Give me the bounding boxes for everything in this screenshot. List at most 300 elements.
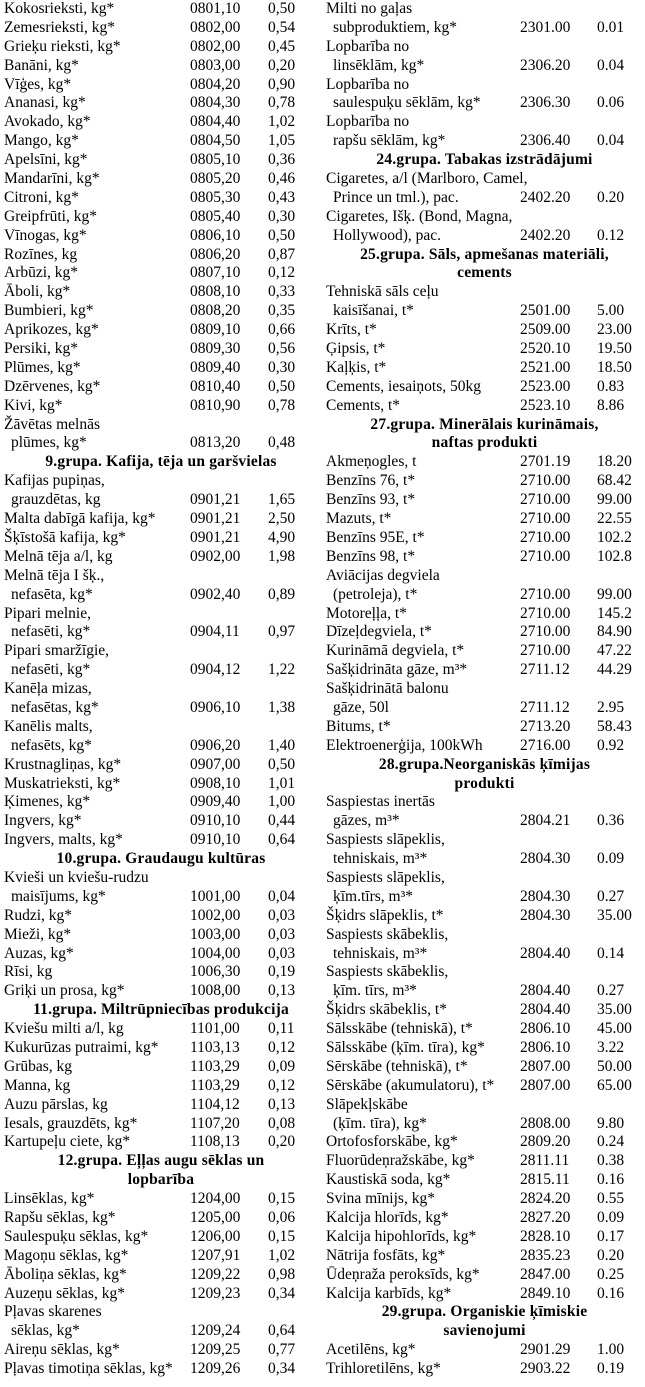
product-code: 2710.00	[520, 528, 571, 546]
group-heading	[326, 1322, 643, 1341]
price-row	[4, 132, 318, 151]
price-row	[326, 548, 643, 567]
product-price: 0,44	[268, 812, 296, 830]
product-code: 0902,40	[190, 585, 241, 603]
price-row	[326, 1020, 643, 1039]
product-price: 0,46	[268, 170, 296, 188]
price-row	[326, 378, 643, 397]
price-row	[4, 718, 318, 737]
product-price: 0,04	[268, 887, 296, 905]
product-price: 0,20	[268, 1133, 296, 1151]
product-price: 0.20	[597, 1246, 625, 1264]
product-price: 0.25	[597, 1265, 625, 1283]
product-price: 0.12	[597, 226, 625, 244]
product-code: 2710.00	[520, 623, 571, 641]
product-name: gāzes, m³*	[333, 812, 400, 830]
price-row	[326, 1360, 643, 1379]
price-row	[326, 812, 643, 831]
price-row	[4, 926, 318, 945]
product-code: 0813,20	[190, 434, 241, 452]
group-heading	[326, 756, 643, 775]
product-name: Sērskābe (akumulatoru), t*	[326, 1076, 495, 1094]
product-code: 0809,10	[190, 321, 241, 339]
product-price: 0.16	[597, 1284, 625, 1302]
price-row	[4, 321, 318, 340]
group-title: 12.grupa. Eļļas augu sēklas un	[57, 1152, 265, 1170]
product-code: 1006,30	[190, 963, 241, 981]
product-code: 2804.40	[520, 1001, 571, 1019]
left-column	[4, 0, 318, 1379]
price-row	[326, 737, 643, 756]
product-name: Grieķu rieksti, kg*	[4, 37, 121, 55]
product-name: Elektroenerģija, 100kWh	[326, 736, 483, 754]
product-code: 2710.00	[520, 510, 571, 528]
product-code: 0804,30	[190, 94, 241, 112]
product-name: saulespuķu sēklām, kg*	[333, 94, 481, 112]
product-price: 99.00	[597, 491, 632, 509]
product-name: Nātrija fosfāts, kg*	[326, 1246, 446, 1264]
product-code: 0809,30	[190, 340, 241, 358]
group-heading	[4, 1171, 318, 1190]
product-name: Šķidrs skābeklis, t*	[326, 1001, 447, 1019]
product-name: Plūmes, kg*	[4, 358, 81, 376]
product-price: 0,50	[268, 377, 296, 395]
product-code: 1101,00	[190, 1020, 240, 1038]
price-row	[4, 945, 318, 964]
product-name: Cigaretes, Išķ. (Bond, Magna,	[326, 207, 513, 225]
product-name: Malta dabīgā kafija, kg*	[4, 510, 156, 528]
product-name: Ananasi, kg*	[4, 94, 86, 112]
product-name: Melnā tēja I šķ.,	[4, 566, 105, 584]
product-name: maisījums, kg*	[11, 887, 106, 905]
product-name: Pļavas timotiņa sēklas, kg*	[4, 1360, 173, 1378]
product-name: Saspiestas inertās	[326, 793, 435, 811]
product-code: 2824.20	[520, 1190, 571, 1208]
product-code: 0810,90	[190, 396, 241, 414]
product-name: Greipfrūti, kg*	[4, 207, 97, 225]
product-code: 1209,26	[190, 1360, 241, 1378]
product-price: 0,30	[268, 207, 296, 225]
price-row	[4, 302, 318, 321]
price-row	[326, 94, 643, 113]
product-code: 2716.00	[520, 736, 571, 754]
product-price: 0,50	[268, 0, 296, 17]
product-name: Benzīns 98, t*	[326, 547, 416, 565]
product-code: 2710.00	[520, 472, 571, 490]
product-name: Arbūzi, kg*	[4, 264, 79, 282]
product-name: Lopbarība no	[326, 113, 410, 131]
product-code: 0901,21	[190, 491, 241, 509]
group-title: produkti	[454, 774, 515, 792]
group-title: 27.grupa. Minerālais kurināmais,	[370, 415, 599, 433]
product-name: Kanēļa mizas,	[4, 680, 92, 698]
product-name: Ortofosforskābe, kg*	[326, 1133, 458, 1151]
price-row	[326, 1209, 643, 1228]
price-row	[326, 302, 643, 321]
product-code: 2523.00	[520, 377, 571, 395]
price-row	[326, 567, 643, 586]
price-row	[326, 642, 643, 661]
price-row	[4, 510, 318, 529]
price-row	[4, 869, 318, 888]
product-price: 0,64	[268, 1322, 296, 1340]
product-name: Pļavas skarenes	[4, 1303, 102, 1321]
product-name: Lopbarība no	[326, 75, 410, 93]
price-row	[4, 699, 318, 718]
product-price: 0,30	[268, 358, 296, 376]
product-name: tehniskais, m³*	[333, 944, 428, 962]
product-name: Auzas, kg*	[4, 944, 74, 962]
product-price: 0.27	[597, 887, 625, 905]
product-name: linsēklām, kg*	[333, 56, 425, 74]
product-name: Kaļķis, t*	[326, 358, 387, 376]
product-name: Vīnogas, kg*	[4, 226, 87, 244]
product-name: Milti no gaļas	[326, 0, 413, 17]
price-row	[4, 283, 318, 302]
product-code: 0901,21	[190, 528, 241, 546]
product-price: 5.00	[597, 302, 625, 320]
group-title: cements	[457, 264, 512, 282]
product-name: Lopbarība no	[326, 37, 410, 55]
product-code: 0909,40	[190, 793, 241, 811]
product-code: 1002,00	[190, 906, 241, 924]
product-code: 2807.00	[520, 1057, 571, 1075]
product-name: Akmeņogles, t	[326, 453, 417, 471]
product-name: nefasēta, kg*	[11, 585, 93, 603]
price-row	[326, 1115, 643, 1134]
product-price: 0.20	[597, 188, 625, 206]
product-name: Ingvers, kg*	[4, 812, 82, 830]
product-code: 0803,00	[190, 56, 241, 74]
product-code: 2711.12	[520, 661, 570, 679]
product-name: Mango, kg*	[4, 132, 79, 150]
product-name: Tehniskā sāls ceļu	[326, 283, 439, 301]
product-price: 0,15	[268, 1227, 296, 1245]
product-code: 2847.00	[520, 1265, 571, 1283]
product-price: 0,36	[268, 151, 296, 169]
product-price: 0.27	[597, 982, 625, 1000]
product-code: 0908,10	[190, 774, 241, 792]
product-code: 2809.20	[520, 1133, 571, 1151]
right-column	[326, 0, 643, 1379]
product-name: Benzīns 76, t*	[326, 472, 416, 490]
product-name: Cements, iesaiņots, 50kg	[326, 377, 481, 395]
product-name: Ģipsis, t*	[326, 340, 386, 358]
product-code: 2835.23	[520, 1246, 571, 1264]
product-price: 0,64	[268, 831, 296, 849]
group-heading	[4, 850, 318, 869]
product-code: 0904,11	[190, 623, 240, 641]
product-price: 0,03	[268, 925, 296, 943]
group-title: 28.grupa.Neorganiskās ķīmijas	[378, 755, 591, 773]
price-row	[326, 19, 643, 38]
price-row	[4, 1322, 318, 1341]
price-row	[4, 151, 318, 170]
price-row	[4, 264, 318, 283]
product-price: 0.09	[597, 1209, 625, 1226]
product-name: ķīm. tīrs, m³*	[333, 982, 417, 1000]
product-code: 1209,22	[190, 1265, 241, 1283]
product-price: 58.43	[597, 717, 632, 735]
price-row	[326, 491, 643, 510]
price-row	[4, 76, 318, 95]
product-name: tehniskais, m³*	[333, 850, 428, 868]
product-name: sēklas, kg*	[11, 1322, 80, 1340]
product-name: Sālsskābe (tehniskā), t*	[326, 1020, 473, 1038]
price-row	[326, 1133, 643, 1152]
product-code: 0907,00	[190, 755, 241, 773]
product-code: 1209,25	[190, 1341, 241, 1359]
price-row	[326, 680, 643, 699]
product-name: plūmes, kg*	[11, 434, 87, 452]
price-row	[4, 623, 318, 642]
product-price: 0,87	[268, 245, 296, 263]
product-price: 102.8	[597, 547, 632, 565]
group-heading	[4, 453, 318, 472]
price-row	[4, 1209, 318, 1228]
product-name: Saulespuķu sēklas, kg*	[4, 1227, 149, 1245]
price-row	[4, 94, 318, 113]
product-name: Vīģes, kg*	[4, 75, 72, 93]
price-row	[4, 1228, 318, 1247]
price-row	[4, 246, 318, 265]
price-row	[326, 963, 643, 982]
product-code: 2710.00	[520, 604, 571, 622]
product-price: 0.06	[597, 94, 625, 112]
group-heading	[4, 1152, 318, 1171]
product-name: nefasēti, kg*	[11, 623, 91, 641]
price-row	[4, 416, 318, 435]
product-price: 3.22	[597, 1038, 625, 1056]
product-name: Citroni, kg*	[4, 188, 79, 206]
price-row	[326, 831, 643, 850]
product-price: 0.14	[597, 944, 625, 962]
price-row	[4, 1020, 318, 1039]
price-row	[326, 1171, 643, 1190]
price-row	[4, 605, 318, 624]
price-row	[4, 529, 318, 548]
group-title: 10.grupa. Graudaugu kultūras	[56, 850, 266, 868]
product-price: 0,89	[268, 585, 296, 603]
product-price: 0.55	[597, 1190, 625, 1208]
price-row	[4, 340, 318, 359]
product-price: 1,38	[268, 698, 296, 716]
product-code: 2521.00	[520, 358, 571, 376]
product-code: 2523.10	[520, 396, 571, 414]
product-name: kaisīšanai, t*	[333, 302, 414, 320]
product-name: Magoņu sēklas, kg*	[4, 1246, 129, 1264]
product-name: Cigaretes, a/l (Marlboro, Camel,	[326, 170, 528, 188]
price-row	[4, 57, 318, 76]
price-row	[326, 793, 643, 812]
price-row	[326, 1266, 643, 1285]
product-name: Banāni, kg*	[4, 56, 79, 74]
product-price: 0,11	[268, 1020, 295, 1038]
group-heading	[326, 264, 643, 283]
price-row	[4, 812, 318, 831]
product-code: 0910,10	[190, 812, 241, 830]
product-name: Rudzi, kg*	[4, 906, 73, 924]
product-price: 0,56	[268, 340, 296, 358]
product-price: 0,34	[268, 1360, 296, 1378]
product-price: 1,98	[268, 547, 296, 565]
product-price: 45.00	[597, 1020, 632, 1038]
group-heading	[4, 1001, 318, 1020]
product-name: Kivi, kg*	[4, 396, 63, 414]
product-price: 0,03	[268, 944, 296, 962]
price-row	[4, 472, 318, 491]
product-name: Trihloretilēns, kg*	[326, 1360, 441, 1378]
product-name: Svina mīnijs, kg*	[326, 1190, 435, 1208]
product-name: Kukurūzas putraimi, kg*	[4, 1038, 159, 1056]
product-code: 2806.10	[520, 1020, 571, 1038]
product-name: Dzērvenes, kg*	[4, 377, 101, 395]
product-price: 22.55	[597, 510, 632, 528]
product-price: 102.2	[597, 528, 632, 546]
price-row	[4, 1096, 318, 1115]
product-code: 2306.40	[520, 132, 571, 150]
product-name: grauzdētas, kg	[11, 491, 101, 509]
group-title: 9.grupa. Kafija, tēja un garšvielas	[45, 453, 277, 471]
product-price: 0,15	[268, 1190, 296, 1208]
product-price: 0,97	[268, 623, 296, 641]
product-price: 1,40	[268, 736, 296, 754]
product-code: 0808,20	[190, 302, 241, 320]
group-title: 25.grupa. Sāls, apmešanas materiāli,	[360, 245, 609, 263]
price-row	[4, 1285, 318, 1304]
price-row	[4, 227, 318, 246]
price-row	[4, 548, 318, 567]
price-row	[326, 945, 643, 964]
group-heading	[326, 416, 643, 435]
group-heading	[326, 434, 643, 453]
product-name: Saspiests slāpeklis,	[326, 831, 445, 849]
price-row	[4, 1133, 318, 1152]
group-title: lopbarība	[127, 1171, 195, 1189]
price-row	[4, 756, 318, 775]
product-code: 1209,23	[190, 1284, 241, 1302]
product-name: Motoreļļa, t*	[326, 604, 407, 622]
product-name: (ķīm. tīra), kg*	[333, 1114, 427, 1132]
price-row	[326, 113, 643, 132]
product-name: Kokosrieksti, kg*	[4, 0, 115, 17]
product-price: 65.00	[597, 1076, 632, 1094]
product-price: 68.42	[597, 472, 632, 490]
product-price: 0,20	[268, 56, 296, 74]
product-name: Muskatrieksti, kg*	[4, 774, 121, 792]
product-code: 0910,10	[190, 831, 241, 849]
product-code: 0805,20	[190, 170, 241, 188]
product-code: 0810,40	[190, 377, 241, 395]
product-price: 18.20	[597, 453, 632, 471]
product-price: 99.00	[597, 585, 632, 603]
product-name: Sašķidrināta gāze, m³*	[326, 661, 468, 679]
product-price: 0,33	[268, 283, 296, 301]
product-code: 1001,00	[190, 887, 241, 905]
product-name: Ingvers, malts, kg*	[4, 831, 123, 849]
product-code: 1108,13	[190, 1133, 240, 1151]
product-code: 2806.10	[520, 1038, 571, 1056]
price-row	[326, 1247, 643, 1266]
price-row	[326, 605, 643, 624]
price-row	[4, 0, 318, 19]
product-name: Kaustiskā soda, kg*	[326, 1171, 451, 1189]
product-price: 1,22	[268, 661, 296, 679]
product-price: 0.24	[597, 1133, 625, 1151]
product-name: Kurināmā degviela, t*	[326, 642, 465, 660]
product-name: Rozīnes, kg	[4, 245, 78, 263]
product-name: Āboli, kg*	[4, 283, 71, 301]
product-code: 0906,20	[190, 736, 241, 754]
price-row	[326, 718, 643, 737]
price-row	[326, 661, 643, 680]
product-price: 1,65	[268, 491, 296, 509]
product-price: 4,90	[268, 528, 296, 546]
product-code: 0804,20	[190, 75, 241, 93]
product-price: 0,12	[268, 1038, 296, 1056]
price-row	[4, 737, 318, 756]
product-price: 0,50	[268, 226, 296, 244]
product-name: Kalcija hlorīds, kg*	[326, 1209, 449, 1226]
group-title: 29.grupa. Organiskie ķīmiskie	[381, 1303, 588, 1321]
product-name: Saspiests skābeklis,	[326, 963, 449, 981]
product-code: 0805,10	[190, 151, 241, 169]
product-name: nefasētas, kg*	[11, 698, 99, 716]
product-name: Iesals, grauzdēts, kg*	[4, 1114, 138, 1132]
product-code: 0805,30	[190, 188, 241, 206]
price-row	[326, 699, 643, 718]
group-title: naftas produkti	[431, 434, 538, 452]
product-name: Grūbas, kg	[4, 1057, 73, 1075]
price-row	[4, 1247, 318, 1266]
price-row	[4, 775, 318, 794]
product-code: 2804.21	[520, 812, 571, 830]
price-row	[326, 227, 643, 246]
product-name: Linsēklas, kg*	[4, 1190, 95, 1208]
product-price: 0.17	[597, 1227, 625, 1245]
price-row	[326, 1228, 643, 1247]
product-price: 44.29	[597, 661, 632, 679]
product-name: Mazuts, t*	[326, 510, 392, 528]
product-code: 0807,10	[190, 264, 241, 282]
price-row	[4, 378, 318, 397]
price-row	[326, 850, 643, 869]
product-price: 0,35	[268, 302, 296, 320]
price-row	[4, 963, 318, 982]
product-name: Kafijas pupiņas,	[4, 472, 105, 490]
price-row	[4, 19, 318, 38]
product-code: 1103,29	[190, 1057, 240, 1075]
product-code: 2710.00	[520, 547, 571, 565]
product-name: Cements, t*	[326, 396, 401, 414]
product-code: 2501.00	[520, 302, 571, 320]
price-row	[4, 1039, 318, 1058]
price-row	[326, 340, 643, 359]
product-code: 2804.30	[520, 850, 571, 868]
product-code: 2804.40	[520, 982, 571, 1000]
product-code: 0806,10	[190, 226, 241, 244]
price-row	[326, 0, 643, 19]
product-code: 1103,13	[190, 1038, 240, 1056]
price-row	[4, 888, 318, 907]
product-name: subproduktiem, kg*	[333, 18, 457, 36]
product-price: 0,12	[268, 264, 296, 282]
product-name: Krīts, t*	[326, 321, 377, 339]
product-name: Auzeņu sēklas, kg*	[4, 1284, 125, 1302]
price-row	[326, 926, 643, 945]
product-name: Zemesrieksti, kg*	[4, 18, 116, 36]
product-name: Acetilēns, kg*	[326, 1341, 416, 1359]
